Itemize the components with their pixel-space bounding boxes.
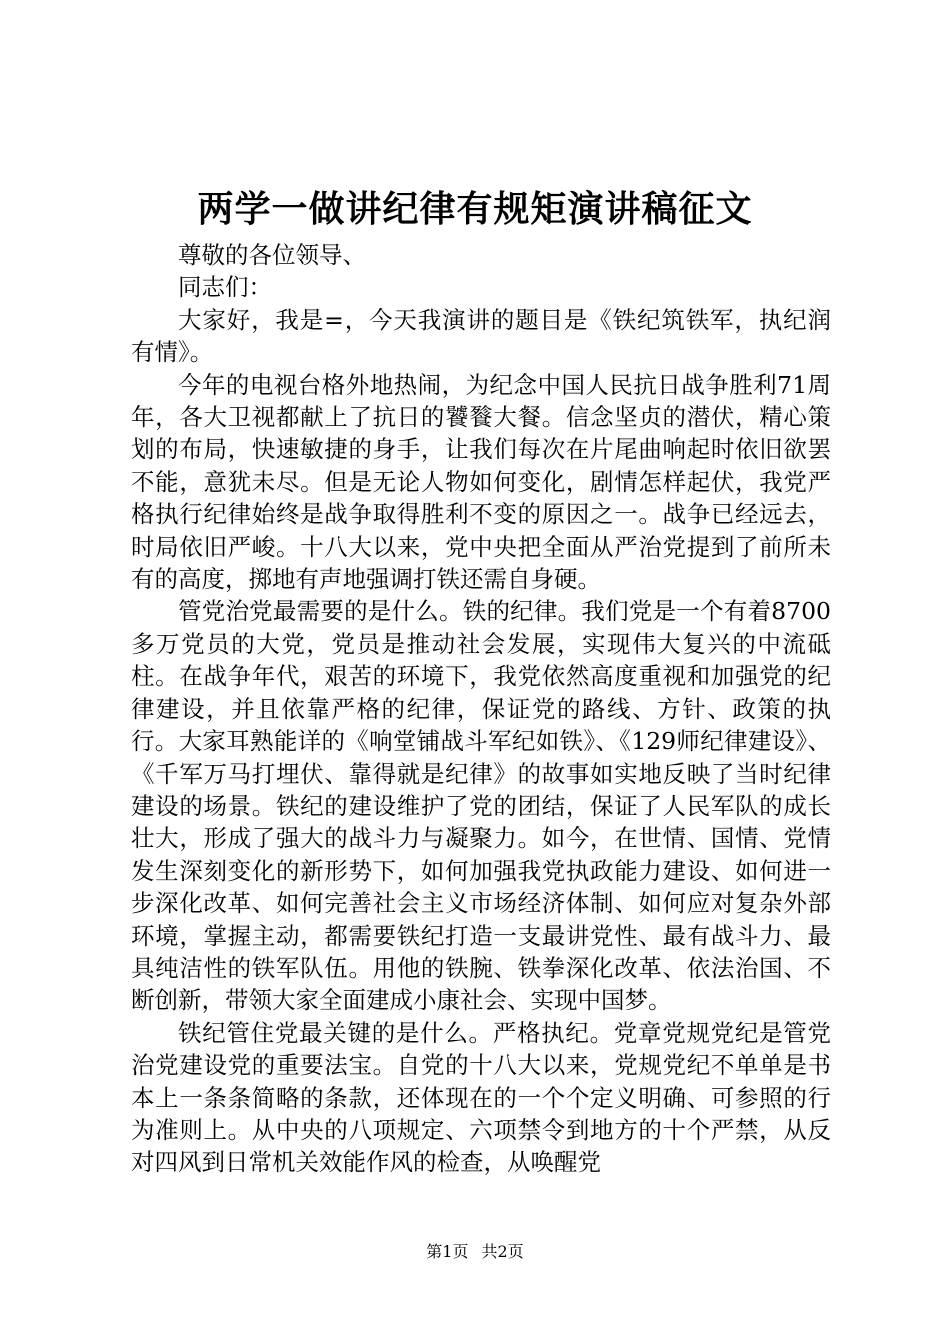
paragraph-iron-discipline: 管党治党最需要的是什么。铁的纪律。我们党是一个有着8700多万党员的大党，党员是推动社会发展，实现伟大复兴的中流砥柱。在战争年代，艰苦的环境下，我党依然高度重视和加强党的纪律建设，并且依靠严格的纪律，保证党的路线、方针、政策的执行。大家耳熟能详的《响堂铺战斗军纪如铁》、《129师纪律建设》、《千军万马打埋伏、靠得就是纪律》的故事如实地反映了当时纪律建设的场景。铁纪的建设维护了党的团结，保证了人民军队的成长壮大，形成了强大的战斗力与凝聚力。如今，在世情、国情、党情发生深刻变化的新形势下，如何加强我党执政能力建设、如何进一步深化改革、如何完善社会主义市场经济体制、如何应对复杂外部环境，掌握主动，都需要铁纪打造一支最讲党性、最有战斗力、最具纯洁性的铁军队伍。用他的铁腕、铁拳深化改革、依法治国、不断创新，带领大家全面建成小康社会、实现中国梦。 (131, 597, 831, 1015)
paragraph-tv-anniversary: 今年的电视台格外地热闹，为纪念中国人民抗日战争胜利71周年，各大卫视都献上了抗日的饕餮大餐。信念坚贞的潜伏，精心策划的布局，快速敏捷的身手，让我们每次在片尾曲响起时依旧欲罢不能，意犹未尽。但是无论人物如何变化，剧情怎样起伏，我党严格执行纪律始终是战争取得胜利不变的原因之一。战争已经远去，时局依旧严峻。十八大以来，党中央把全面从严治党提到了前所未有的高度，掷地有声地强调打铁还需自身硬。 (131, 370, 831, 594)
paragraph-intro: 大家好，我是=，今天我演讲的题目是《铁纪筑铁军，执纪润有情》。 (131, 305, 831, 367)
page-number-current: 第1页 (426, 1242, 469, 1261)
page-number-total: 共2页 (481, 1242, 524, 1261)
paragraph-strict-enforcement: 铁纪管住党最关键的是什么。严格执纪。党章党规党纪是管党治党建设党的重要法宝。自党的十八大以来，党规党纪不单单是书本上一条条简略的条款，还体现在的一个个定义明确、可参照的行为准则上。从中央的八项规定、六项禁令到地方的十个严禁，从反对四风到日常机关效能作风的检查，从唤醒党 (131, 1018, 831, 1177)
document-title: 两学一做讲纪律有规矩演讲稿征文 (197, 188, 753, 230)
paragraph-salutation-1: 尊敬的各位领导、 (178, 241, 366, 269)
page-footer (0, 1241, 950, 1263)
document-body (131, 239, 831, 1179)
paragraph-salutation-2: 同志们： (178, 273, 272, 302)
